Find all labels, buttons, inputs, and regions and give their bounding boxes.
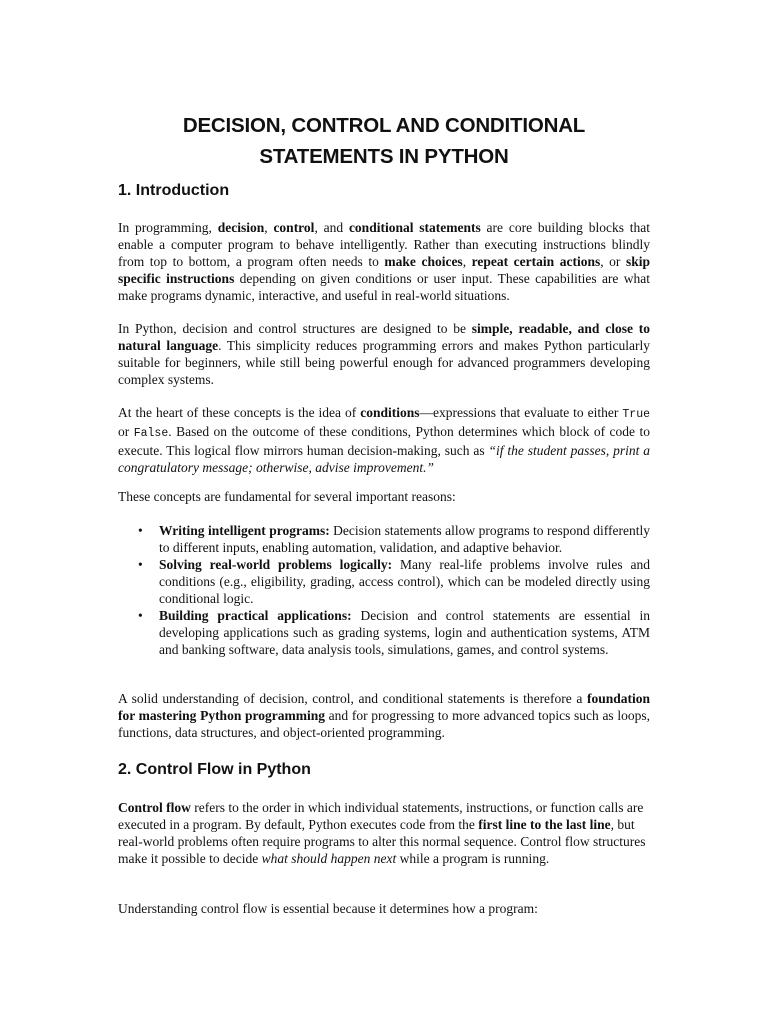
control-flow-paragraph-1: Control flow refers to the order in which individual statements, instructions, or function calls are executed in a program. By default, Python executes code from the first line to the last line, but real-world problems often require programs to alter this normal sequence. Control flow structures make it possible to decide what should happen next while a program is running. [118,800,646,866]
title-line-1: DECISION, CONTROL AND CONDITIONAL [182,114,586,137]
list-item: • Building practical applications: Decision and control statements are essential in developing applications such as grading systems, login and authentication systems, ATM and banking software, data analysis tools, simulations, games, and control systems. [138,608,651,657]
section-heading-introduction: 1. Introduction [118,182,230,199]
intro-paragraph-4: These concepts are fundamental for several important reasons: [118,489,456,504]
bullet-icon: • [138,557,143,572]
control-flow-paragraph-2: Understanding control flow is essential because it determines how a program: [118,901,538,916]
title-line-2: STATEMENTS IN PYTHON [259,145,509,168]
bullet-icon: • [138,523,143,538]
section-heading-control-flow: 2. Control Flow in Python [118,761,311,778]
code-true: True [622,408,650,421]
intro-paragraph-3: At the heart of these concepts is the idea of conditions—expressions that evaluate to either True or False. Based on the outcome of these conditions, Python determines which block of code to execute. This logical flow mirrors human decision-making, such as “if the student passes, print a congratulatory message; otherwise, advise improvement.” [118,405,650,475]
code-false: False [133,427,169,440]
intro-paragraph-5: A solid understanding of decision, control, and conditional statements is therefore a foundation for mastering Python programming and for progressing to more advanced topics such as loops, functions, data structures, and object-oriented programming. [118,691,650,740]
list-item: • Writing intelligent programs: Decision statements allow programs to respond differently to different inputs, enabling automation, validation, and adaptive behavior. [138,523,650,555]
reasons-bullet-list [118,522,650,658]
intro-paragraph-1: In programming, decision, control, and conditional statements are core building blocks that enable a computer program to behave intelligently. Rather than executing instructions blindly from top to bottom, a program often needs to make choices, repeat certain actions, or skip specific instructions depending on given conditions or user input. These capabilities are what make programs dynamic, interactive, and useful in real-world situations. [118,220,651,303]
document-title [118,110,650,172]
intro-paragraph-2: In Python, decision and control structures are designed to be simple, readable, and close to natural language. This simplicity reduces programming errors and makes Python particularly suitable for beginners, while still being powerful enough for advanced programmers developing complex systems. [118,321,650,387]
bullet-icon: • [138,608,143,623]
list-item: • Solving real-world problems logically: Many real-life problems involve rules and conditions (e.g., eligibility, grading, access control), which can be modeled directly using conditional logic. [138,557,650,606]
